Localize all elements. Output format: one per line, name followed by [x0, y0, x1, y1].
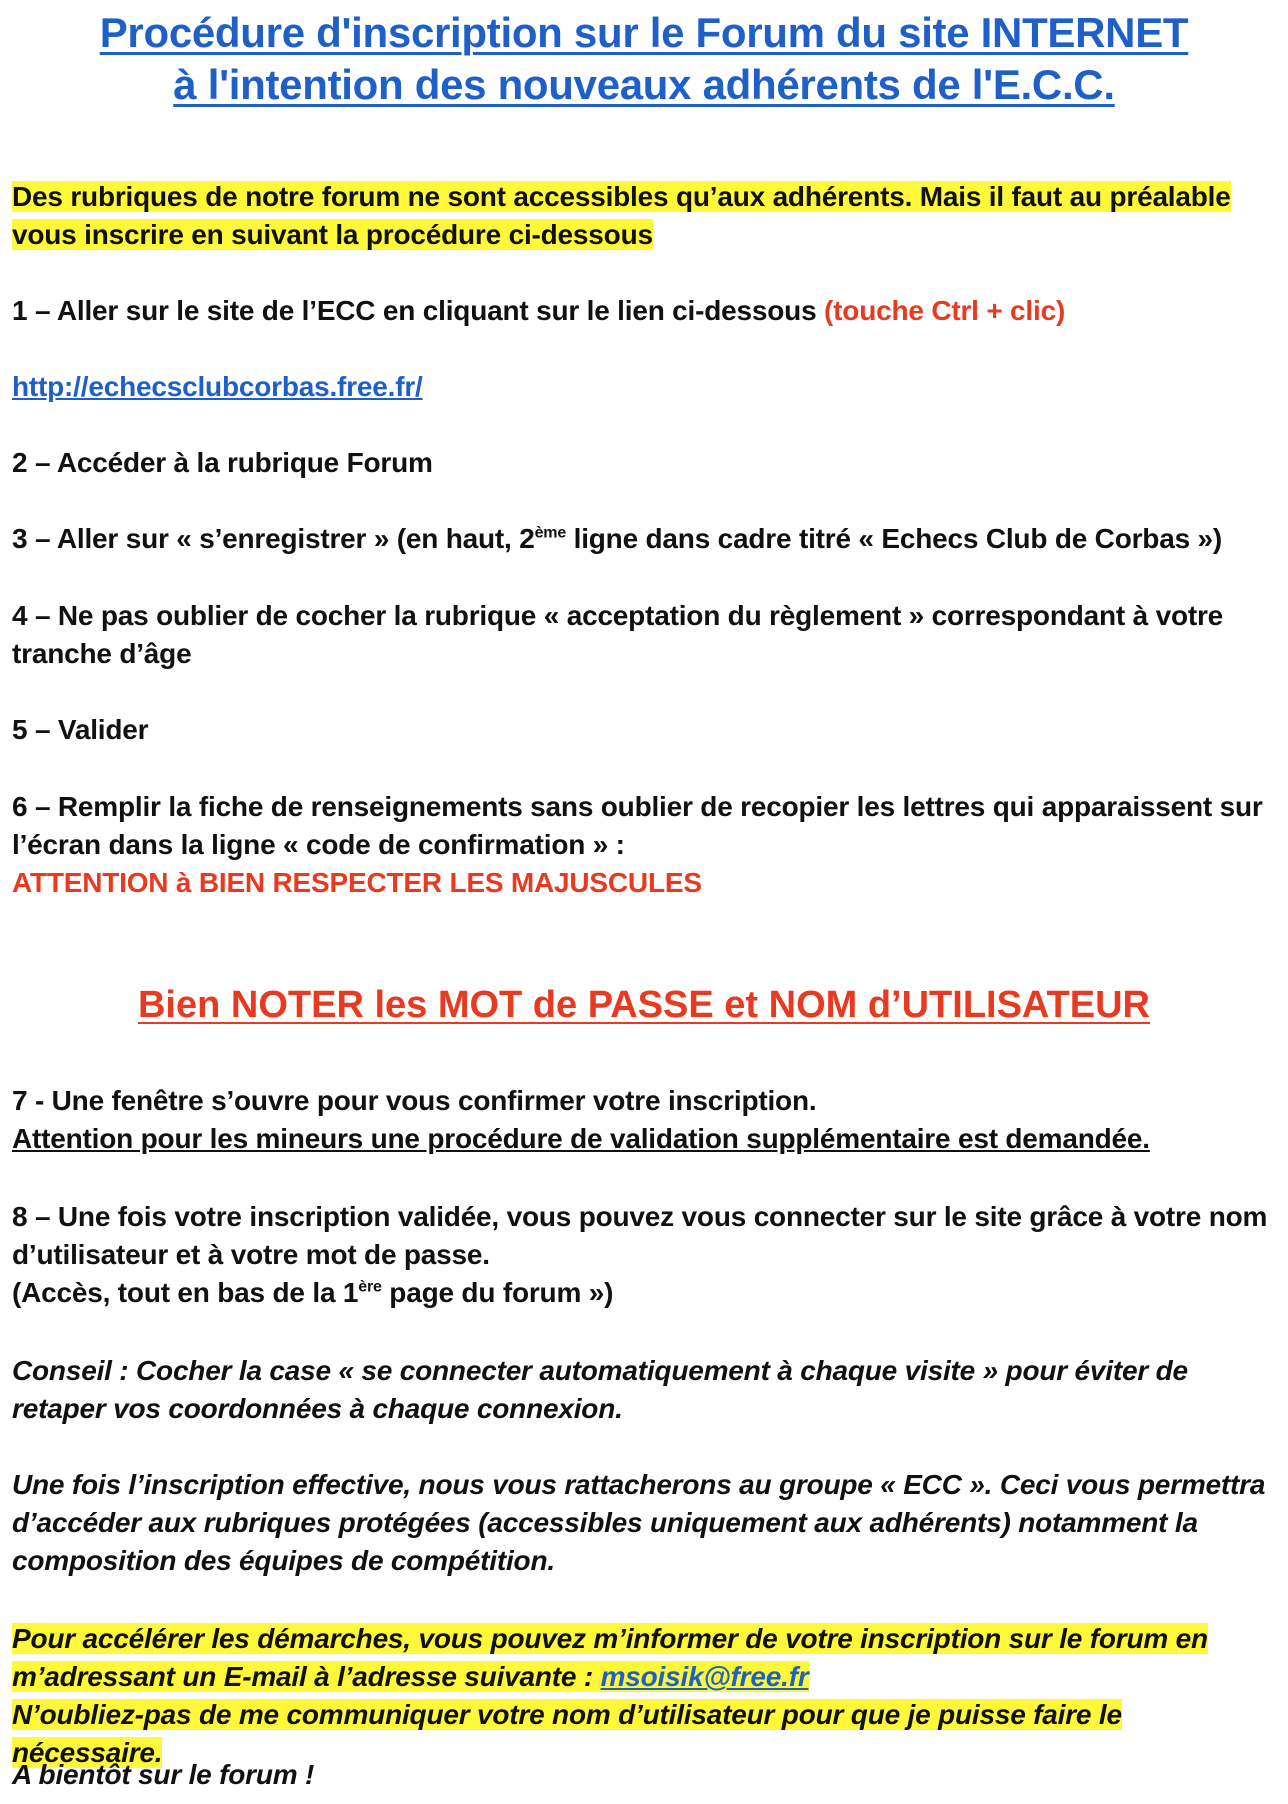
group-line-2: d’accéder aux rubriques protégées (accessibles uniquement aux adhérents) notamment la	[12, 1507, 1198, 1538]
step-8-line-2: d’utilisateur et à votre mot de passe.	[12, 1239, 490, 1270]
step-6-warning: ATTENTION à BIEN RESPECTER LES MAJUSCULES	[12, 867, 702, 898]
step-4	[12, 597, 1276, 673]
step-7	[12, 1082, 1276, 1158]
step-3-before: 3 – Aller sur « s’enregistrer » (en haut, 2	[12, 523, 535, 554]
step-1	[12, 292, 1276, 330]
intro-line-1: Des rubriques de notre forum ne sont accessibles qu’aux adhérents. Mais il faut au préalable	[12, 181, 1231, 212]
tip	[12, 1352, 1276, 1428]
step-1-note: (touche Ctrl + clic)	[824, 295, 1066, 326]
step-4-line-2: tranche d’âge	[12, 638, 192, 669]
step-8-line-3-before: (Accès, tout en bas de la 1	[12, 1277, 359, 1308]
step-6-line-1: 6 – Remplir la fiche de renseignements sans oublier de recopier les lettres qui apparaissent sur	[12, 791, 1263, 822]
intro-line-2: vous inscrire en suivant la procédure ci-dessous	[12, 219, 653, 250]
step-2: 2 – Accéder à la rubrique Forum	[12, 447, 433, 478]
notice-heading: Bien NOTER les MOT de PASSE et NOM d’UTILISATEUR	[137, 984, 1150, 1026]
tip-line-1: Conseil : Cocher la case « se connecter automatiquement à chaque visite » pour éviter de	[12, 1355, 1188, 1386]
group-info	[12, 1466, 1276, 1580]
step-7-line-2: Attention pour les mineurs une procédure de validation supplémentaire est demandée.	[12, 1123, 1150, 1154]
step-4-line-1: 4 – Ne pas oublier de cocher la rubrique « acceptation du règlement » correspondant à votre	[12, 600, 1224, 631]
contact-email-link[interactable]: msoisik@free.fr	[600, 1661, 809, 1692]
step-5: 5 – Valider	[12, 714, 149, 745]
tip-line-2: retaper vos coordonnées à chaque connexion.	[12, 1393, 623, 1424]
title-line-2: à l'intention des nouveaux adhérents de l'E.C.C.	[173, 61, 1115, 108]
step-8	[12, 1198, 1276, 1312]
step-8-sup: ère	[358, 1278, 382, 1296]
step-8-line-3-after: page du forum »)	[381, 1277, 614, 1308]
step-3-after: ligne dans cadre titré « Echecs Club de Corbas »)	[566, 523, 1223, 554]
step-6	[12, 788, 1276, 902]
closing: A bientôt sur le forum !	[12, 1759, 315, 1790]
step-3-sup: ème	[534, 524, 567, 542]
step-3	[12, 520, 1276, 558]
group-line-3: composition des équipes de compétition.	[12, 1545, 555, 1576]
group-line-1: Une fois l’inscription effective, nous vous rattacherons au groupe « ECC ». Ceci vous permettra	[12, 1469, 1266, 1500]
intro	[12, 178, 1276, 254]
step-8-line-1: 8 – Une fois votre inscription validée, vous pouvez vous connecter sur le site grâce à votre nom	[12, 1201, 1268, 1232]
title-line-1: Procédure d'inscription sur le Forum du site INTERNET	[99, 9, 1189, 56]
site-link[interactable]: http://echecsclubcorbas.free.fr/	[12, 371, 423, 402]
contact-line-3: N’oubliez-pas de me communiquer votre nom d’utilisateur pour que je puisse faire le nécessaire.	[12, 1699, 1122, 1768]
step-7-line-1: 7 - Une fenêtre s’ouvre pour vous confirmer votre inscription.	[12, 1085, 817, 1116]
step-6-line-2: l’écran dans la ligne « code de confirmation » :	[12, 829, 625, 860]
contact-line-1: Pour accélérer les démarches, vous pouvez m’informer de votre inscription sur le forum en	[12, 1623, 1208, 1654]
contact-line-2-text: m’adressant un E-mail à l’adresse suivante :	[12, 1661, 601, 1692]
contact-line-2	[12, 1661, 809, 1692]
contact	[12, 1620, 1276, 1772]
link-row	[12, 368, 1276, 406]
step-1-text: 1 – Aller sur le site de l’ECC en cliquant sur le lien ci-dessous	[12, 295, 825, 326]
